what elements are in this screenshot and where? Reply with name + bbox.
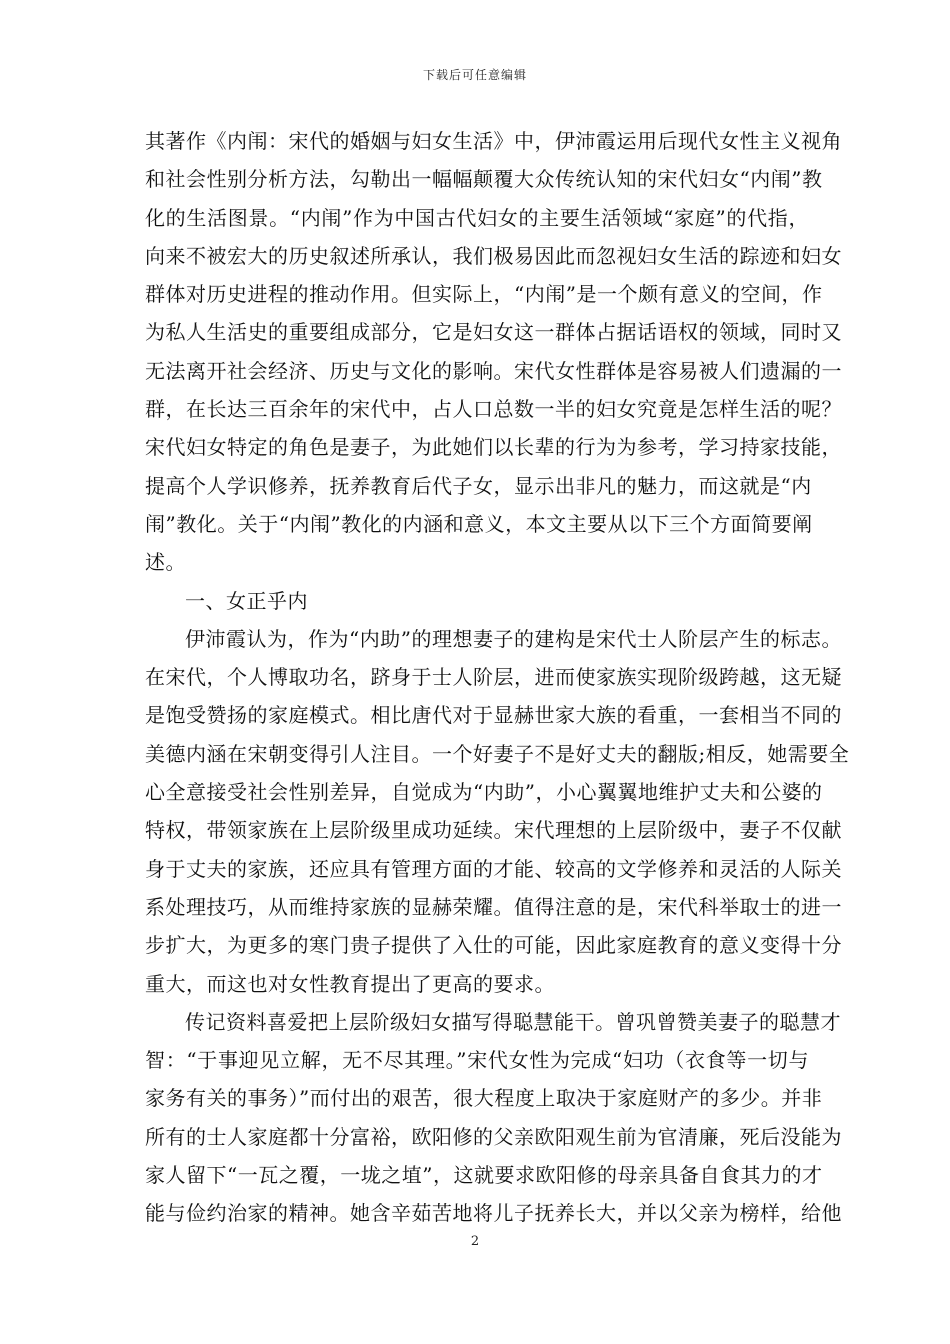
- section-heading: 一、女正乎内: [185, 588, 308, 613]
- page-header: 下载后可任意编辑: [422, 68, 527, 82]
- text-line: 宋代妇女特定的角色是妻子，为此她们以长辈的行为为参考，学习持家技能，: [145, 435, 842, 460]
- text-line: 心全意接受社会性别差异，自觉成为“内助”，小心翼翼地维护丈夫和公婆的: [145, 780, 823, 805]
- text-line: 家务有关的事务）”而付出的艰苦，很大程度上取决于家庭财产的多少。并非: [145, 1086, 823, 1111]
- text-line: 提高个人学识修养，抚养教育后代子女，显示出非凡的魅力，而这就是“内: [145, 473, 812, 498]
- text-line: 和社会性别分析方法，勾勒出一幅幅颠覆大众传统认知的宋代妇女“内闱”教: [145, 167, 823, 192]
- text-line: 是饱受赞扬的家庭模式。相比唐代对于显赫世家大族的看重，一套相当不同的: [145, 703, 842, 728]
- text-line: 在宋代，个人博取功名，跻身于士人阶层，进而使家族实现阶级跨越，这无疑: [145, 665, 842, 690]
- text-line: 身于丈夫的家族，还应具有管理方面的才能、较高的文学修养和灵活的人际关: [145, 856, 842, 881]
- text-line: 系处理技巧，从而维持家族的显赫荣耀。值得注意的是，宋代科举取士的进一: [145, 894, 842, 919]
- text-line: 特权，带领家族在上层阶级里成功延续。宋代理想的上层阶级中，妻子不仅献: [145, 818, 842, 843]
- text-line: 伊沛霞认为，作为“内助”的理想妻子的建构是宋代士人阶层产生的标志。: [185, 626, 842, 651]
- text-line: 智：“于事迎见立解，无不尽其理。”宋代女性为完成“妇功（衣食等一切与: [145, 1048, 809, 1073]
- text-line: 家人留下“一瓦之覆，一垅之埴”，这就要求欧阳修的母亲具备自食其力的才: [145, 1163, 823, 1188]
- text-line: 群体对历史进程的推动作用。但实际上，“内闱”是一个颇有意义的空间，作: [145, 282, 823, 307]
- text-line: 传记资料喜爱把上层阶级妇女描写得聪慧能干。曾巩曾赞美妻子的聪慧才: [185, 1009, 841, 1034]
- text-line: 美德内涵在宋朝变得引人注目。一个好妻子不是好丈夫的翻版;相反，她需要全: [145, 741, 850, 766]
- text-line: 重大，而这也对女性教育提出了更高的要求。: [145, 971, 555, 996]
- text-line: 无法离开社会经济、历史与文化的影响。宋代女性群体是容易被人们遗漏的一: [145, 358, 842, 383]
- text-line: 能与俭约治家的精神。她含辛茹苦地将儿子抚养长大，并以父亲为榜样，给他: [145, 1201, 842, 1226]
- document-body: [145, 122, 850, 1233]
- text-line: 述。: [145, 550, 186, 575]
- text-line: 步扩大，为更多的寒门贵子提供了入仕的可能，因此家庭教育的意义变得十分: [145, 933, 842, 958]
- text-line: 群，在长达三百余年的宋代中，占人口总数一半的妇女究竟是怎样生活的呢？: [145, 397, 842, 422]
- text-line: 其著作《内闱：宋代的婚姻与妇女生活》中，伊沛霞运用后现代女性主义视角: [145, 129, 842, 153]
- text-line: 向来不被宏大的历史叙述所承认，我们极易因此而忽视妇女生活的踪迹和妇女: [145, 243, 842, 268]
- text-line: 所有的士人家庭都十分富裕，欧阳修的父亲欧阳观生前为官清廉，死后没能为: [145, 1124, 842, 1149]
- text-line: 为私人生活史的重要组成部分，它是妇女这一群体占据话语权的领域，同时又: [145, 320, 842, 345]
- text-line: 化的生活图景。“内闱”作为中国古代妇女的主要生活领域“家庭”的代指，: [145, 205, 809, 230]
- page-number: 2: [470, 1234, 480, 1249]
- text-line: 闱”教化。关于“内闱”教化的内涵和意义，本文主要从以下三个方面简要阐: [145, 511, 813, 536]
